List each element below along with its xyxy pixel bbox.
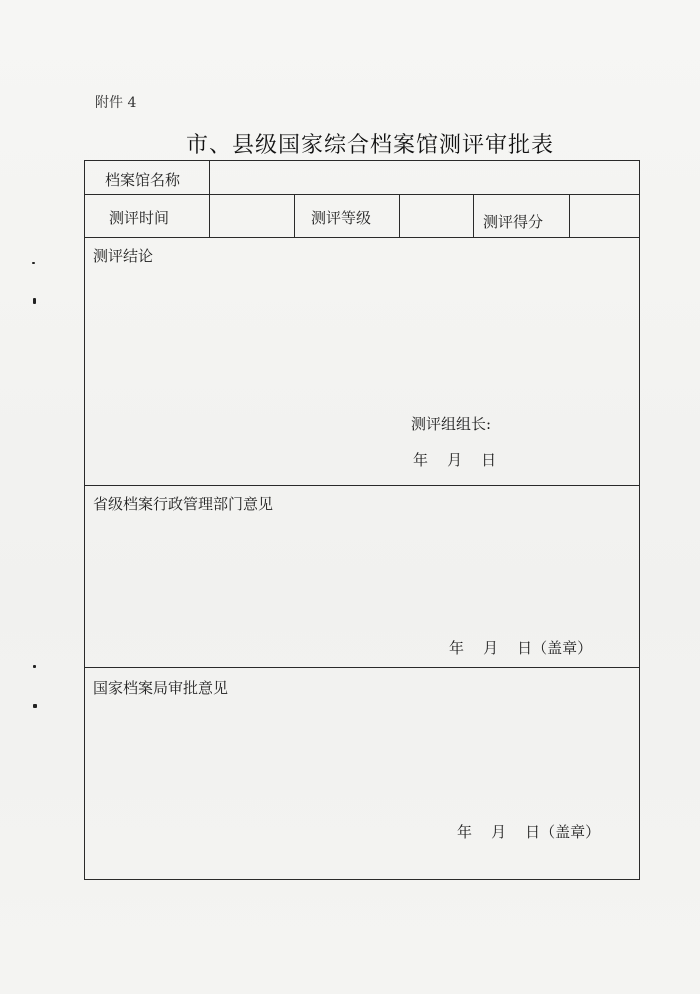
scan-speck [32, 262, 35, 264]
conclusion-date: 年 月 日 [413, 451, 497, 469]
row-divider [85, 237, 639, 238]
row-divider [85, 667, 639, 668]
eval-grade-field[interactable] [407, 207, 467, 227]
eval-time-label: 测评时间 [109, 209, 170, 227]
eval-time-field[interactable] [217, 207, 287, 227]
page-title: 市、县级国家综合档案馆测评审批表 [185, 133, 554, 158]
archive-name-field[interactable] [219, 169, 629, 189]
archive-name-label: 档案馆名称 [105, 171, 181, 189]
col-divider [569, 194, 570, 237]
col-divider [399, 194, 400, 237]
col-divider [209, 194, 210, 237]
scan-speck [33, 665, 36, 668]
national-approval-label: 国家档案局审批意见 [93, 679, 229, 697]
conclusion-label: 测评结论 [93, 247, 154, 265]
eval-score-field[interactable] [577, 207, 633, 227]
col-divider [294, 194, 295, 237]
scan-speck [33, 298, 36, 304]
team-leader-label: 测评组组长: [411, 415, 492, 433]
scan-speck [33, 704, 37, 708]
eval-grade-label: 测评等级 [311, 209, 372, 227]
approval-form-table [84, 160, 640, 880]
row-divider [85, 485, 639, 486]
provincial-opinion-label: 省级档案行政管理部门意见 [93, 495, 274, 513]
row-divider [85, 194, 639, 195]
attachment-label: 附件 4 [95, 95, 137, 111]
col-divider [209, 161, 210, 194]
eval-score-label: 测评得分 [483, 213, 544, 231]
provincial-date-seal: 年 月 日（盖章） [449, 639, 593, 657]
col-divider [473, 194, 474, 237]
national-date-seal: 年 月 日（盖章） [457, 823, 601, 841]
